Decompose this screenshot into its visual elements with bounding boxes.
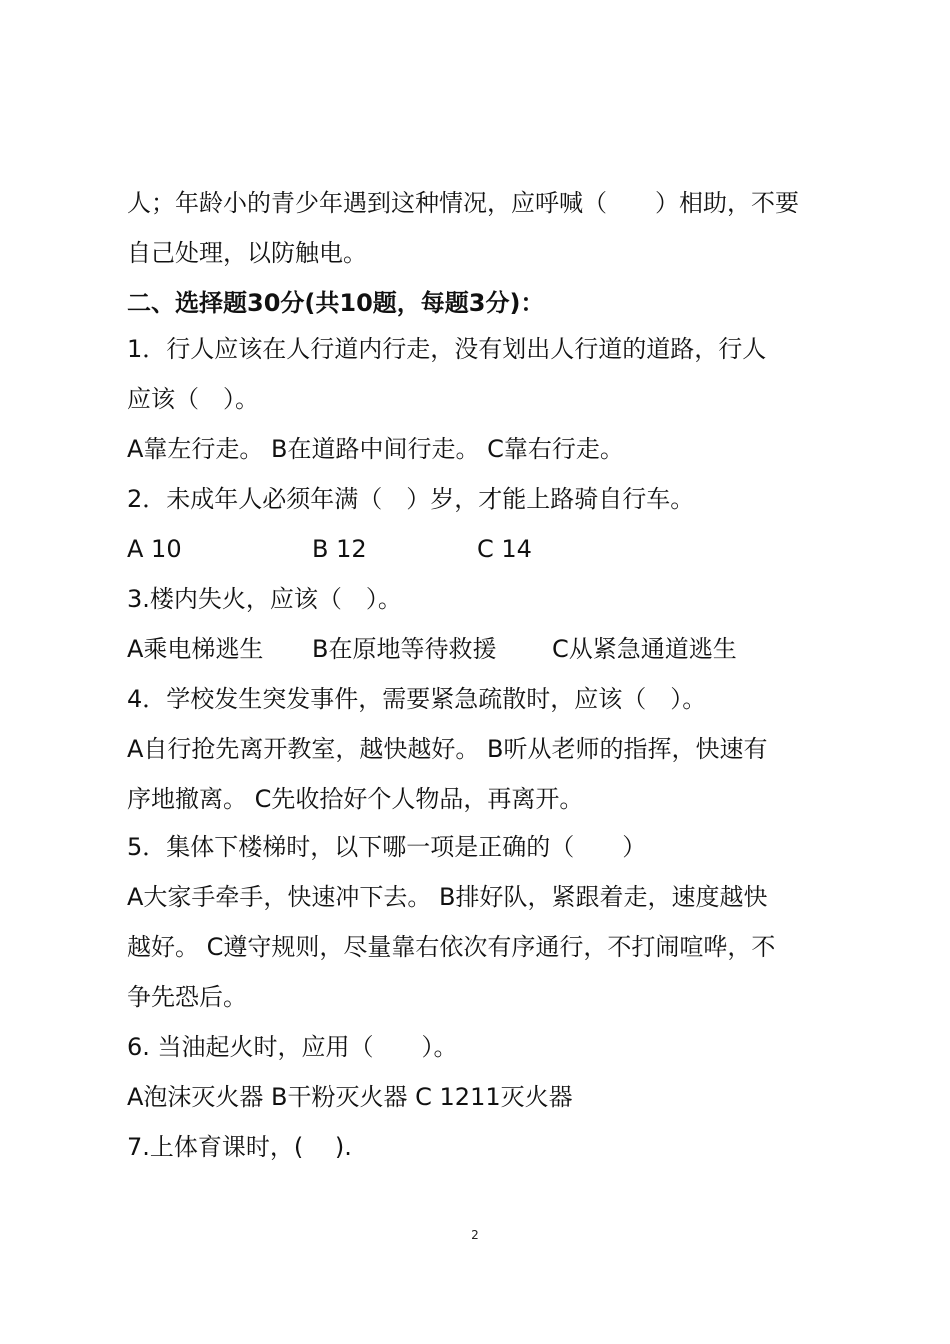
question-6: 6. 当油起火时，应用（ ）。: [127, 1033, 458, 1061]
option-a: A 10: [127, 535, 182, 563]
question-7: 7.上体育课时，( ).: [127, 1133, 352, 1161]
option-a: A乘电梯逃生: [127, 635, 264, 663]
text-line: 应该（ ）。: [127, 385, 259, 413]
question-4: 4．学校发生突发事件，需要紧急疏散时，应该（ ）。: [127, 685, 707, 713]
option-b: B在原地等待救援: [312, 635, 497, 663]
option-c: C从紧急通道逃生: [552, 635, 737, 663]
options-q5: A大家手牵手，快速冲下去。 B排好队，紧跟着走，速度越快: [127, 883, 768, 911]
question-1: 1．行人应该在人行道内行走，没有划出人行道的道路，行人: [127, 335, 767, 363]
options-q4: A自行抢先离开教室，越快越好。 B听从老师的指挥，快速有: [127, 735, 768, 763]
option-b: B 12: [312, 535, 367, 563]
text-line: 自己处理，以防触电。: [127, 239, 367, 267]
options-q1: A靠左行走。 B在道路中间行走。 C靠右行走。: [127, 435, 624, 463]
section-heading: 二、选择题30分(共10题，每题3分)：: [127, 289, 545, 317]
question-5: 5．集体下楼梯时，以下哪一项是正确的（ ）: [127, 833, 647, 861]
text-line: 越好。 C遵守规则，尽量靠右依次有序通行，不打闹喧哗，不: [127, 933, 776, 961]
options-q6: A泡沫灭火器 B干粉灭火器 C 1211灭火器: [127, 1083, 573, 1111]
question-2: 2．未成年人必须年满（ ）岁，才能上路骑自行车。: [127, 485, 695, 513]
text-line: 人；年龄小的青少年遇到这种情况，应呼喊（ ）相助，不要: [127, 189, 799, 217]
option-c: C 14: [477, 535, 532, 563]
text-line: 争先恐后。: [127, 983, 247, 1011]
question-3: 3.楼内失火，应该（ ）。: [127, 585, 402, 613]
text-line: 序地撤离。 C先收拾好个人物品，再离开。: [127, 785, 584, 813]
page-number: 2: [471, 1228, 479, 1242]
